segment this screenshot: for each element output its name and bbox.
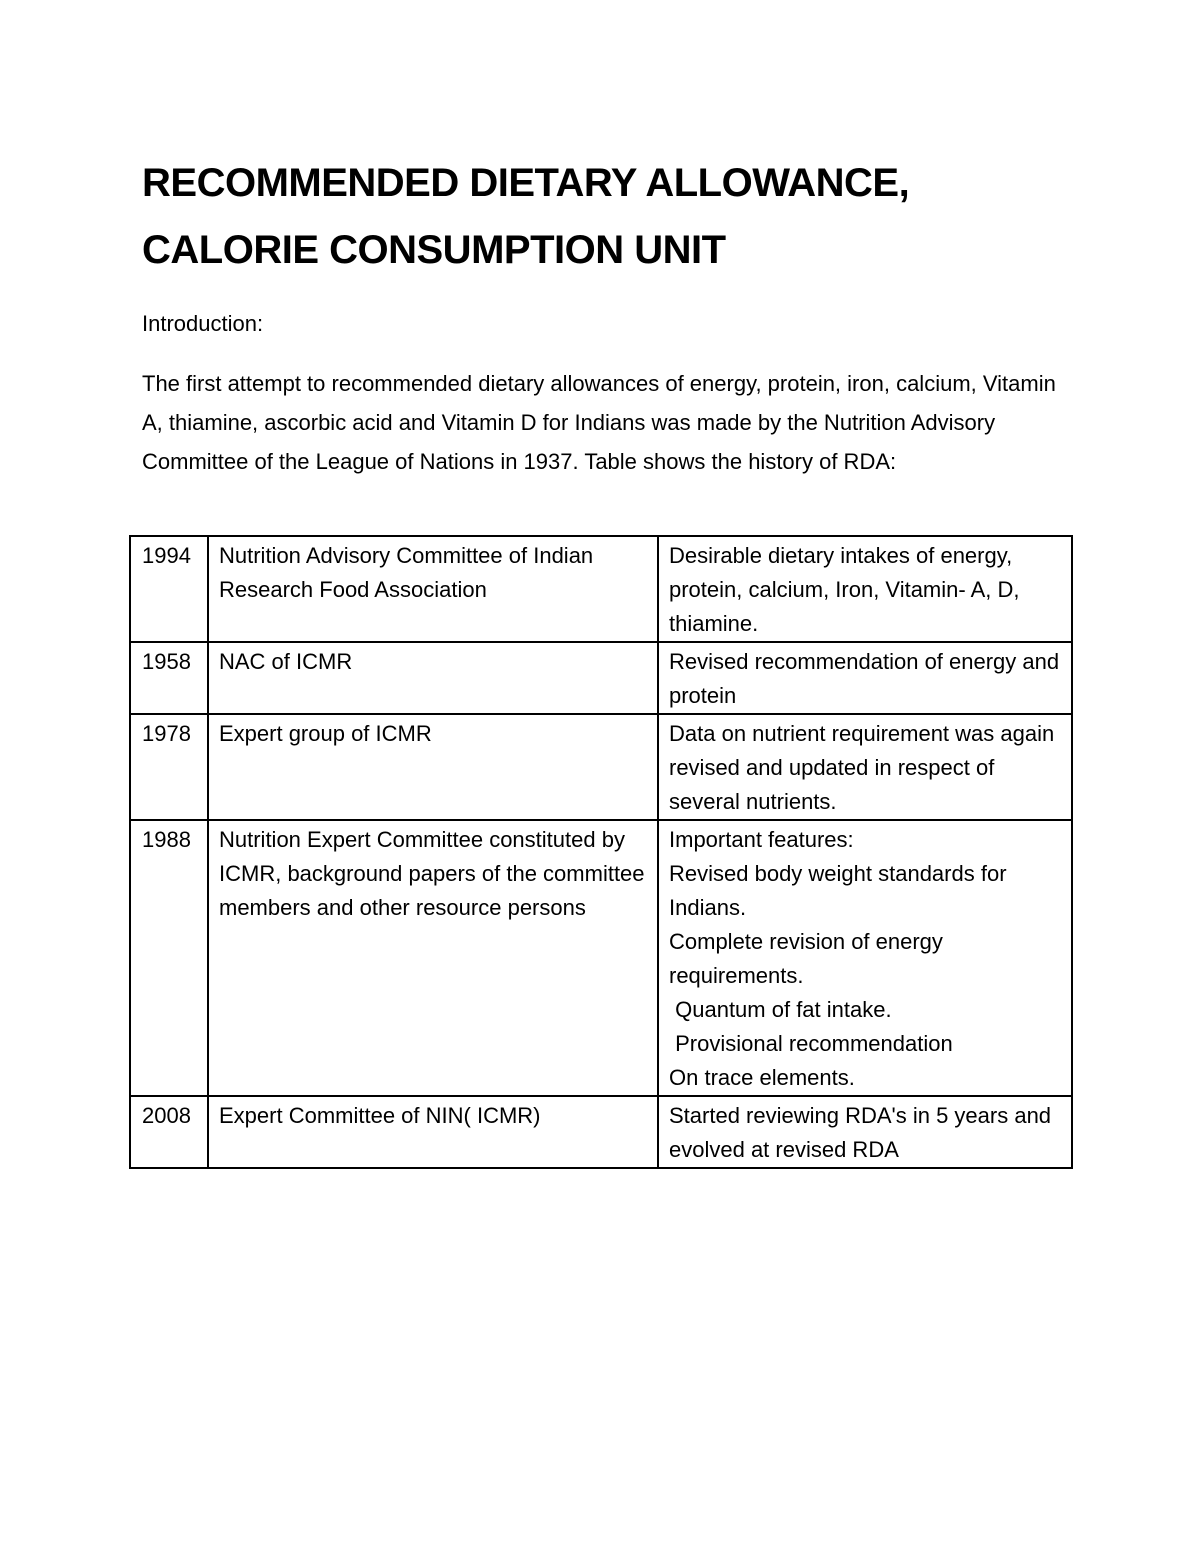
description-cell	[658, 820, 1072, 1096]
year-cell: 1988	[130, 820, 208, 1096]
description-cell	[658, 642, 1072, 714]
page-title	[142, 150, 1082, 284]
description-line: Desirable dietary intakes of energy, protein, calcium, Iron, Vitamin- A, D, thiamine.	[669, 543, 1026, 636]
committee-cell: NAC of ICMR	[208, 642, 658, 714]
year-cell: 2008	[130, 1096, 208, 1168]
table-row	[130, 1096, 1072, 1168]
title-line-1: RECOMMENDED DIETARY ALLOWANCE,	[142, 161, 910, 205]
description-line: Started reviewing RDA's in 5 years and evolved at revised RDA	[669, 1103, 1058, 1162]
description-line: Quantum of fat intake.	[669, 997, 892, 1022]
table-row	[130, 536, 1072, 642]
year-cell: 1978	[130, 714, 208, 820]
year-cell: 1958	[130, 642, 208, 714]
table-row	[130, 714, 1072, 820]
description-line: Revised body weight standards for Indians.	[669, 861, 1013, 920]
description-line: Important features:	[669, 827, 854, 852]
description-cell	[658, 714, 1072, 820]
table-row	[130, 820, 1072, 1096]
committee-cell: Nutrition Expert Committee constituted by ICMR, background papers of the committee members and other resource persons	[208, 820, 658, 1096]
committee-cell: Expert group of ICMR	[208, 714, 658, 820]
table-row	[130, 642, 1072, 714]
committee-cell: Nutrition Advisory Committee of Indian Research Food Association	[208, 536, 658, 642]
description-line: On trace elements.	[669, 1065, 855, 1090]
intro-paragraph: The first attempt to recommended dietary allowances of energy, protein, iron, calcium, Vitamin A, thiamine, ascorbic acid and Vitamin D for Indians was made by the Nutrition Advisory Committee of the League of Nations in 1937. Table shows the history of RDA:	[142, 371, 1056, 474]
description-cell	[658, 1096, 1072, 1168]
description-line: Complete revision of energy requirements.	[669, 929, 950, 988]
description-line: Revised recommendation of energy and protein	[669, 649, 1066, 708]
year-cell: 1994	[130, 536, 208, 642]
description-line: Data on nutrient requirement was again revised and updated in respect of several nutrients.	[669, 721, 1061, 814]
description-line: Provisional recommendation	[669, 1031, 953, 1056]
description-cell	[658, 536, 1072, 642]
committee-cell: Expert Committee of NIN( ICMR)	[208, 1096, 658, 1168]
title-line-2: CALORIE CONSUMPTION UNIT	[142, 228, 726, 272]
rda-history-table	[129, 535, 1073, 1169]
intro-heading: Introduction:	[142, 311, 264, 336]
